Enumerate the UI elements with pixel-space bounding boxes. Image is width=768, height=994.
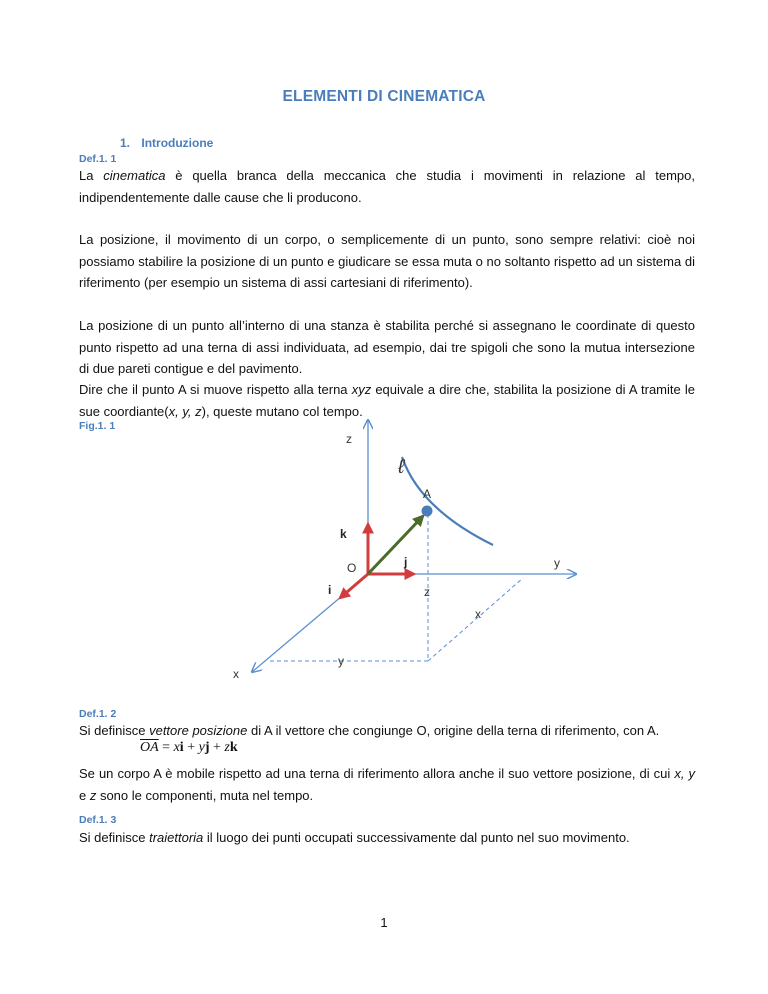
def-label-2: Def.1. 2	[79, 708, 117, 720]
fig-label: Fig.1. 1	[79, 420, 116, 432]
formula-j: j	[204, 740, 210, 755]
paragraph-5	[79, 763, 695, 806]
j-label: j	[404, 555, 408, 569]
para4-text-pre: Dire che il punto A si muove rispetto alla terna	[79, 382, 352, 397]
page-title: ELEMENTI DI CINEMATICA	[282, 88, 486, 105]
para5-text-pre: Se un corpo A è mobile rispetto ad una terna di riferimento allora anche il suo vettore posizione, di cui	[79, 766, 675, 781]
x-axis-label: x	[233, 667, 239, 681]
point-A	[422, 506, 433, 517]
def1-text-post: è quella branca della meccanica che studia i movimenti in relazione al tempo, indipendentemente dalle cause che li producono.	[79, 168, 695, 205]
unit-vector-i	[340, 574, 368, 598]
para4-xyz: xyz	[351, 382, 372, 397]
section-number: 1.	[120, 136, 131, 150]
section-label: Introduzione	[141, 136, 214, 150]
position-vector-formula	[140, 740, 238, 756]
i-label: i	[328, 583, 332, 597]
page-number: 1	[380, 915, 388, 930]
origin-label: O	[347, 561, 357, 575]
def2-text-pre: Si definisce	[79, 723, 150, 738]
def1-text-pre: La	[79, 168, 104, 183]
def-label-3: Def.1. 3	[79, 814, 117, 826]
def2-text-post: di A il vettore che congiunge O, origine della terna di riferimento, con A.	[247, 723, 660, 738]
def3-text-post: il luogo dei punti occupati successivamente dal punto nel suo movimento.	[203, 830, 630, 845]
z-projection-label: z	[424, 585, 430, 599]
curve-label: ℓ	[398, 456, 405, 478]
para5-xy: x, y	[674, 766, 695, 781]
def-label-1: Def.1. 1	[79, 153, 117, 165]
formula-k: k	[229, 740, 238, 755]
formula-equals: =	[158, 740, 174, 755]
y-axis-label: y	[554, 556, 560, 570]
x-projection-label: x	[475, 607, 481, 621]
para4-text-post: ), queste mutano col tempo.	[201, 403, 363, 419]
para4-coords: x, y, z	[168, 403, 202, 419]
para4-text-mid: equivale a dire che, stabilita la posizione di A tramite le sue coordiante(	[79, 382, 695, 419]
para5-z: z	[89, 787, 97, 803]
point-A-label: A	[423, 487, 432, 501]
position-vector-OA	[368, 516, 423, 574]
definition-2	[79, 720, 695, 742]
y-projection-label: y	[338, 654, 344, 668]
paragraph-3: La posizione di un punto all’interno di una stanza è stabilita perché si assegnano le coordinate di questo punto rispetto ad una terna di assi individuata, ad esempio, dai tre spigoli che sono la mutua intersezione di due pareti contigue e del pavimento.	[79, 318, 695, 376]
definition-3	[79, 827, 695, 849]
k-label: k	[340, 527, 347, 541]
formula-x: x	[173, 740, 180, 755]
trajectory-curve	[402, 457, 493, 545]
def3-text-pre: Si definisce	[79, 830, 150, 845]
def3-term: traiettoria	[149, 830, 204, 845]
formula-plus-1: +	[183, 740, 199, 755]
def1-term: cinematica	[103, 168, 166, 183]
formula-y: y	[198, 740, 205, 755]
para5-text-post: sono le componenti, muta nel tempo.	[96, 787, 314, 803]
def2-term: vettore posizione	[149, 723, 248, 738]
formula-plus-2: +	[209, 740, 225, 755]
formula-lhs: $\overline{OA}$	[140, 740, 159, 755]
formula-z: z	[224, 740, 230, 755]
z-axis-label: z	[346, 432, 352, 446]
para5-text-mid: e	[79, 787, 90, 803]
paragraph-2: La posizione, il movimento di un corpo, o semplicemente di un punto, sono sempre relativi: cioè noi possiamo stabilire la posizione di un punto e giudicare se essa muta o no soltanto rispetto ad un sistema di riferimento (per esempio un sistema di assi cartesiani di riferimento).	[79, 232, 695, 290]
formula-i: i	[179, 740, 184, 755]
